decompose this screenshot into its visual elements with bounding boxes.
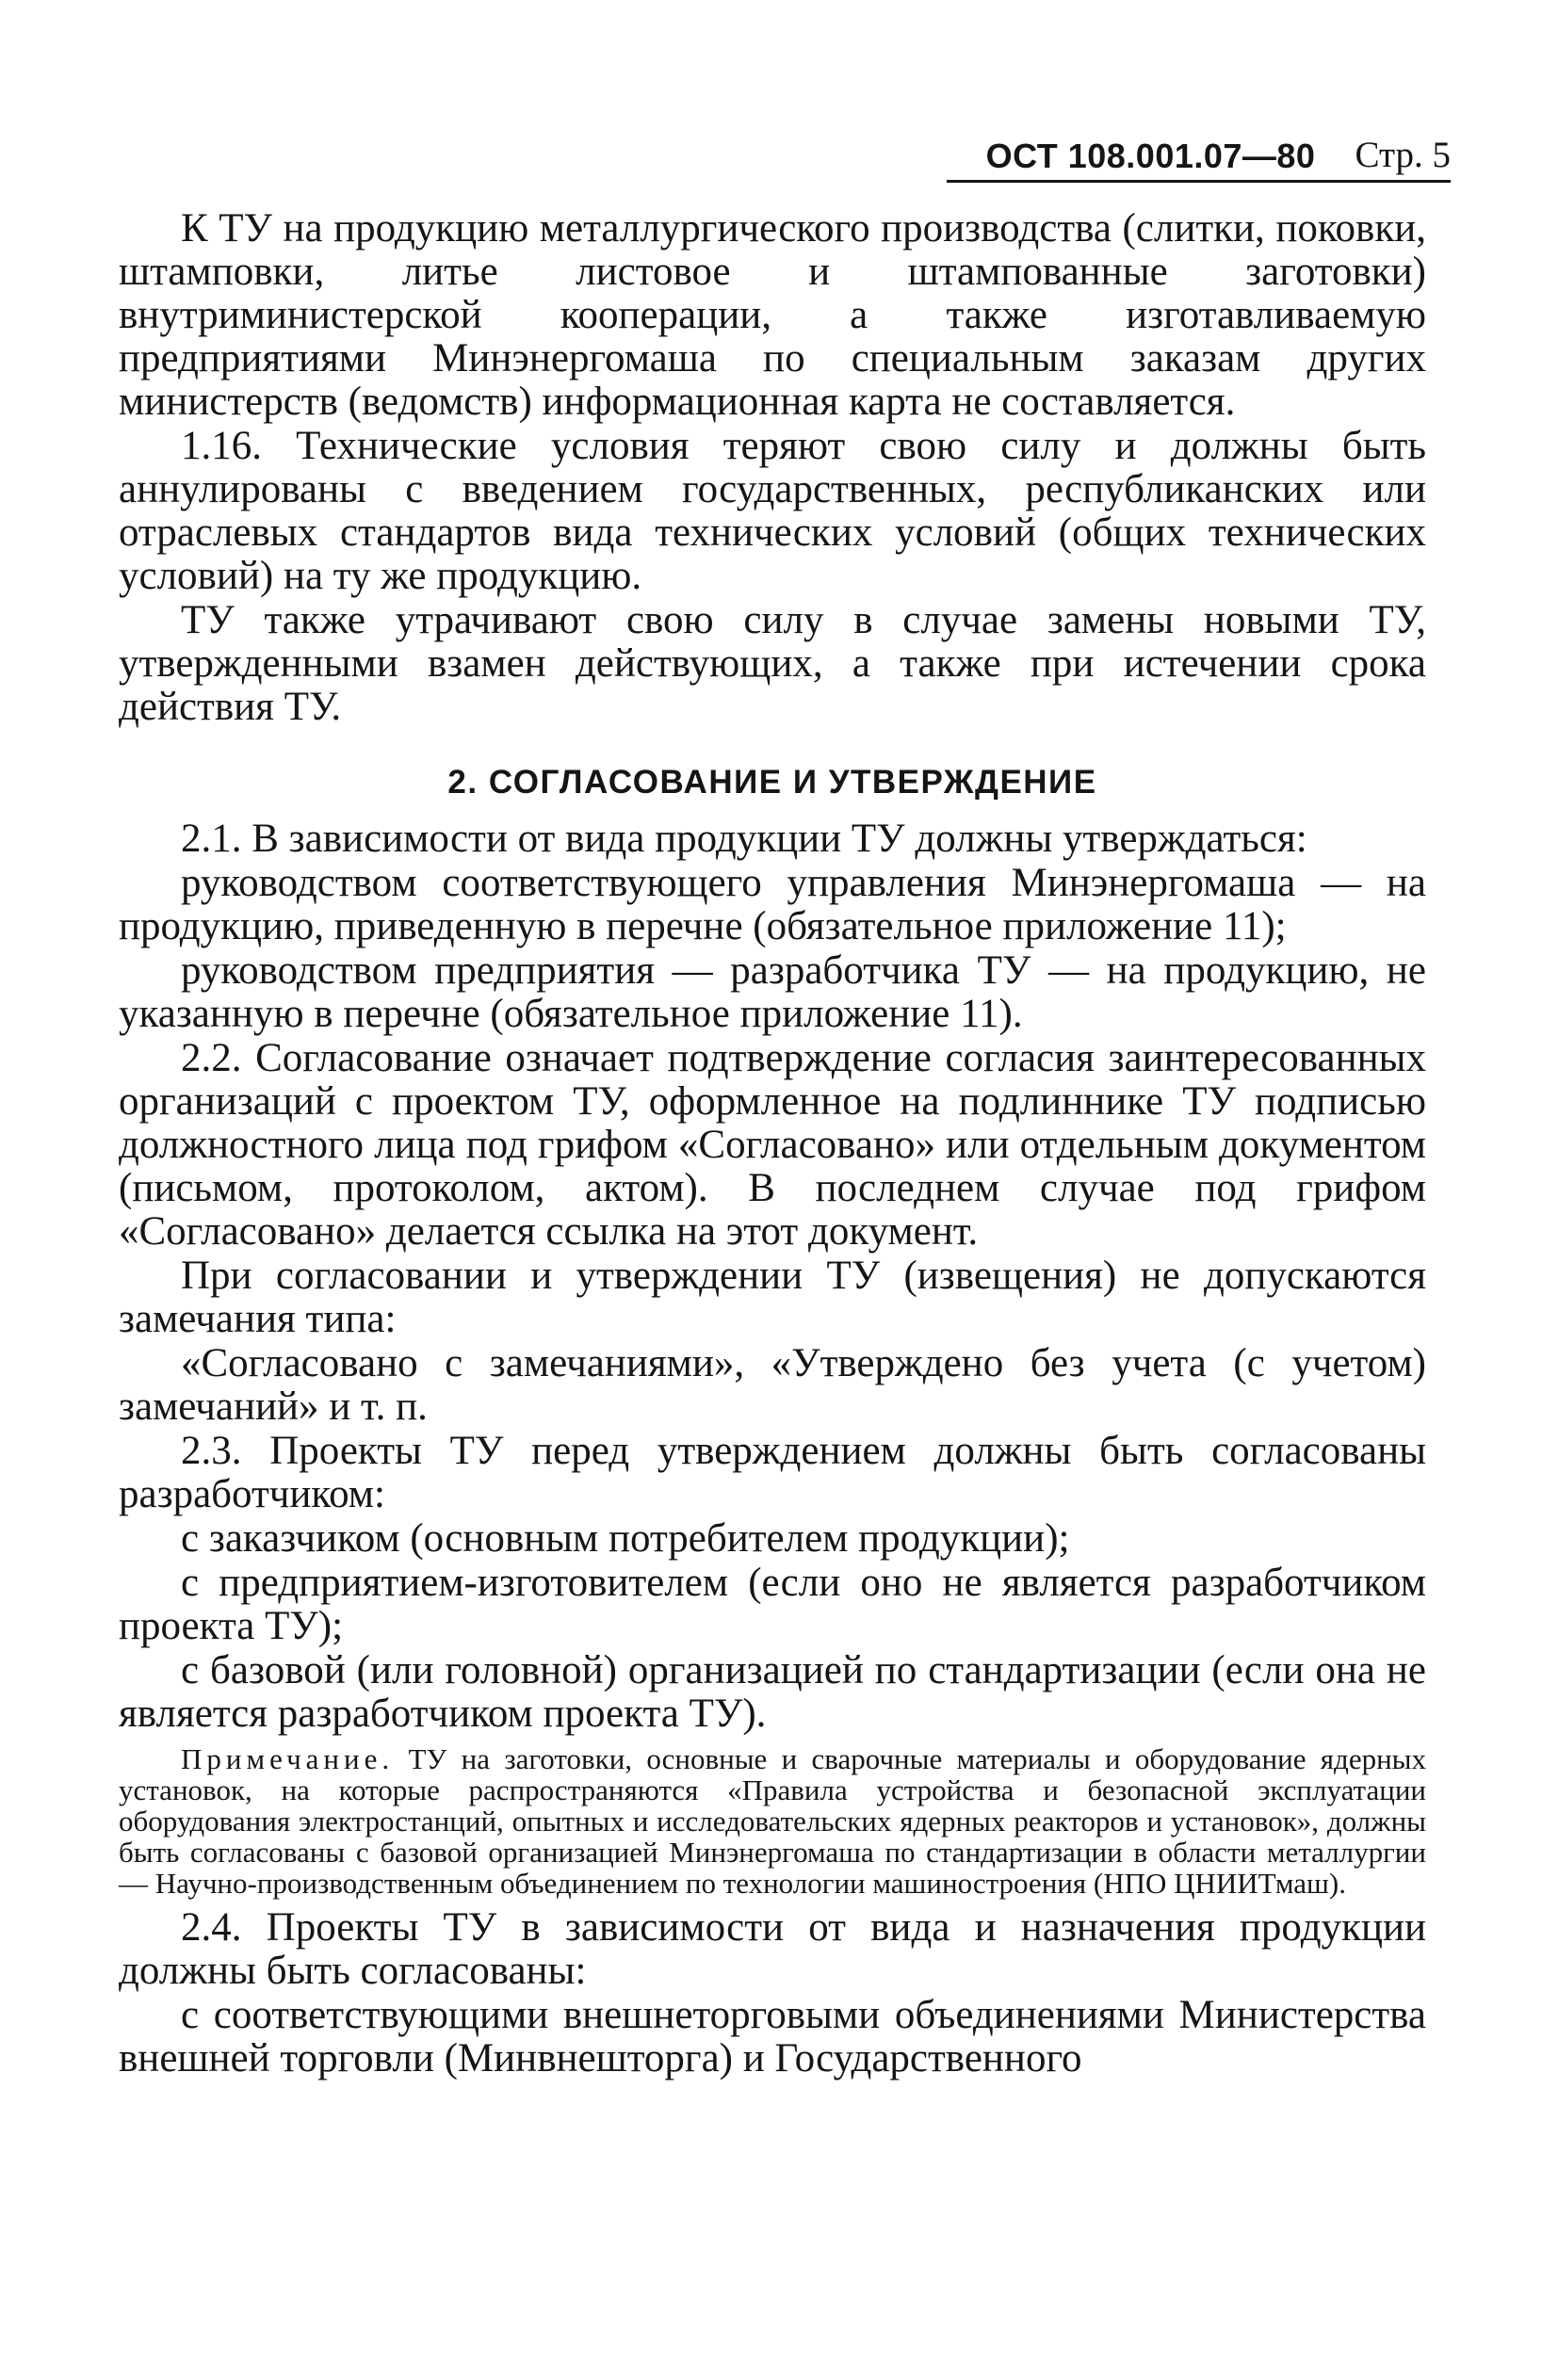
clause-2-2: 2.2. Согласование означает подтверждение согласия заинтересованных организаций с проектом ТУ, оформленное на подлиннике ТУ подписью должностного лица под грифом «Согласовано» или отдельным документом (письмом, протоколом, актом). В последнем случае под грифом «Согласовано» делается ссылка на этот документ. xyxy=(119,1036,1426,1254)
page-number: Стр. 5 xyxy=(1355,135,1451,175)
clause-1-16: 1.16. Технические условия теряют свою силу и должны быть аннулированы с введением государственных, республиканских или отраслевых стандартов вида технических условий (общих технических условий) на ту же продукцию. xyxy=(119,424,1426,598)
section-heading: 2. СОГЛАСОВАНИЕ И УТВЕРЖДЕНИЕ xyxy=(447,764,1097,801)
note-label: Примечание. xyxy=(181,1742,395,1775)
list-item: руководством соответствующего управления Минэнергомаша — на продукцию, приведенную в перечне (обязательное приложение 11); xyxy=(119,861,1426,948)
list-item: с базовой (или головной) организацией по стандартизации (если она не является разработчиком проекта ТУ). xyxy=(119,1648,1426,1736)
paragraph: При согласовании и утверждении ТУ (извещения) не допускаются замечания типа: xyxy=(119,1254,1426,1341)
list-item: руководством предприятия — разработчика ТУ — на продукцию, не указанную в перечне (обязательное приложение 11). xyxy=(119,948,1426,1036)
note xyxy=(119,1743,1426,1899)
document-body xyxy=(119,207,1426,2081)
clause-2-1: 2.1. В зависимости от вида продукции ТУ должны утверждаться: xyxy=(181,817,1307,861)
clause-2-3: 2.3. Проекты ТУ перед утверждением должны быть согласованы разработчиком: xyxy=(119,1429,1426,1516)
page-header xyxy=(947,130,1451,183)
clause-2-4: 2.4. Проекты ТУ в зависимости от вида и назначения продукции должны быть согласованы: xyxy=(119,1905,1426,1993)
list-item: с предприятием-изготовителем (если оно не является разработчиком проекта ТУ); xyxy=(119,1561,1426,1648)
list-item: с соответствующими внешнеторговыми объединениями Министерства внешней торговли (Минвнешторга) и Государственного xyxy=(119,1993,1426,2080)
paragraph: ТУ также утрачивают свою силу в случае замены новыми ТУ, утвержденными взамен действующих, а также при истечении срока действия ТУ. xyxy=(119,598,1426,729)
document-code: ОСТ 108.001.07—80 xyxy=(985,137,1316,175)
paragraph: К ТУ на продукцию металлургического производства (слитки, поковки, штамповки, литье листовое и штампованные заготовки) внутриминистерской кооперации, а также изготавливаемую предприятиями Минэнергомаша по специальным заказам других министерств (ведомств) информационная карта не составляется. xyxy=(119,206,1426,424)
list-item: «Согласовано с замечаниями», «Утверждено без учета (с учетом) замечаний» и т. п. xyxy=(119,1341,1426,1429)
list-item: с заказчиком (основным потребителем продукции); xyxy=(181,1516,1070,1561)
note-text: ТУ на заготовки, основные и сварочные материалы и оборудование ядерных установок, на которые распространяются «Правила устройства и безопасной эксплуатации оборудования электростанций, опытных и исследовательских ядерных реакторов и установок», должны быть согласованы с базовой организацией Минэнергомаша по стандартизации в области металлургии — Научно-производственным объединением по технологии машиностроения (НПО ЦНИИТмаш). xyxy=(119,1742,1427,1900)
